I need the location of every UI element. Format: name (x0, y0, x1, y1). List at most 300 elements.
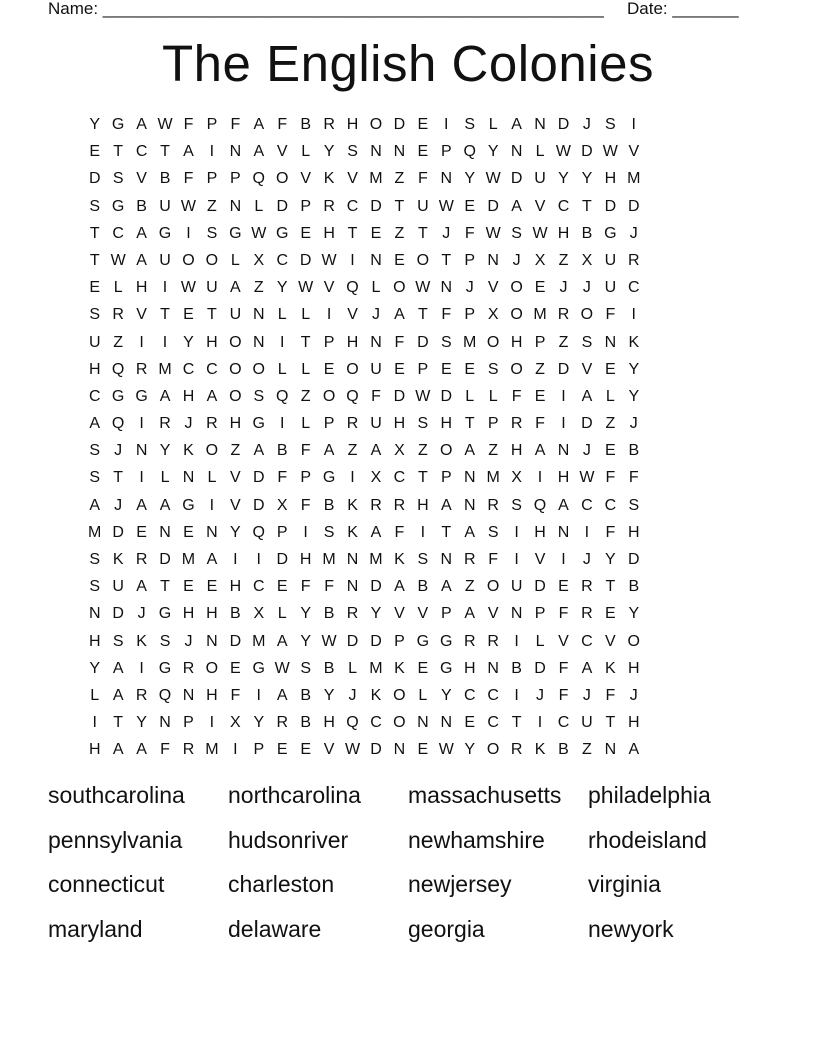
grid-letter: H (229, 578, 242, 596)
grid-row (83, 111, 646, 138)
grid-letter: I (139, 333, 144, 351)
grid-letter: J (536, 686, 545, 704)
grid-letter: F (300, 578, 311, 596)
grid-letter: S (487, 360, 499, 378)
grid-letter: B (417, 578, 429, 596)
grid-letter: B (300, 686, 311, 704)
grid-letter: T (605, 578, 616, 596)
word-bank-item: newjersey (408, 871, 512, 897)
grid-letter: Q (158, 686, 172, 704)
grid-letter: L (535, 143, 545, 161)
grid-letter: E (464, 360, 476, 378)
grid-letter: N (346, 578, 359, 596)
grid-letter: C (206, 360, 218, 378)
grid-letter: W (274, 659, 290, 677)
grid-letter: Z (417, 442, 428, 460)
grid-letter: A (136, 578, 147, 596)
grid-letter: N (370, 143, 382, 161)
grid-letter: D (534, 578, 546, 596)
grid-letter: V (347, 170, 358, 188)
grid-letter: L (277, 605, 287, 623)
grid-letter: M (369, 170, 383, 188)
grid-letter: D (276, 197, 288, 215)
grid-letter: H (393, 415, 406, 433)
grid-letter: F (605, 686, 616, 704)
grid-letter: E (417, 741, 429, 759)
grid-letter: V (323, 741, 335, 759)
grid-letter: E (605, 360, 616, 378)
grid-letter: H (206, 605, 218, 623)
grid-letter: A (89, 496, 101, 514)
grid-letter: R (581, 578, 593, 596)
grid-letter: F (394, 333, 405, 351)
grid-row (83, 628, 646, 655)
grid-letter: L (488, 387, 498, 405)
grid-row (83, 492, 646, 519)
grid-letter: Z (253, 279, 264, 297)
grid-letter: E (136, 523, 147, 541)
grid-letter: K (323, 170, 335, 188)
grid-letter: L (301, 415, 311, 433)
grid-letter: D (393, 387, 406, 405)
word-bank-item: newyork (588, 915, 674, 942)
grid-letter: W (415, 279, 431, 297)
grid-letter: T (347, 224, 358, 242)
grid-row (83, 519, 646, 546)
grid-letter: A (89, 415, 101, 433)
grid-letter: R (393, 496, 406, 514)
grid-letter: I (209, 714, 215, 732)
grid-letter: Z (394, 224, 405, 242)
grid-letter: O (393, 686, 406, 704)
grid-letter: J (348, 686, 357, 704)
grid-letter: O (416, 251, 430, 269)
grid-letter: M (322, 551, 336, 568)
grid-letter: D (112, 605, 124, 623)
grid-letter: D (487, 197, 499, 215)
grid-letter: F (324, 578, 334, 596)
grid-letter: D (370, 632, 382, 650)
grid-letter: R (487, 632, 499, 650)
grid-letter: H (299, 551, 312, 568)
grid-letter: N (557, 523, 570, 541)
grid-letter: I (631, 306, 636, 324)
grid-letter: S (417, 551, 429, 568)
grid-letter: P (276, 523, 288, 541)
grid-letter: I (279, 415, 285, 433)
grid-letter: B (136, 197, 147, 215)
grid-letter: I (186, 224, 191, 242)
grid-letter: X (230, 714, 241, 732)
grid-letter: C (557, 197, 570, 215)
grid-letter: A (511, 116, 522, 133)
grid-letter: B (323, 605, 335, 623)
grid-letter: N (229, 197, 242, 215)
grid-row (83, 274, 646, 301)
grid-letter: S (112, 632, 124, 650)
grid-letter: C (88, 387, 101, 405)
grid-letter: D (581, 415, 593, 433)
word-bank-item: pennsylvania (48, 826, 183, 853)
grid-letter: A (206, 551, 218, 568)
grid-letter: P (300, 197, 311, 215)
grid-letter: B (300, 116, 311, 133)
grid-letter: J (582, 279, 591, 297)
grid-letter: E (394, 360, 405, 378)
grid-letter: Y (300, 632, 311, 650)
grid-letter: M (369, 659, 383, 677)
grid-letter: J (512, 251, 521, 269)
grid-letter: N (229, 143, 242, 161)
grid-letter: F (441, 306, 452, 324)
grid-letter: V (230, 496, 241, 514)
grid-letter: D (370, 197, 382, 215)
grid-letter: W (532, 224, 548, 242)
grid-letter: T (582, 197, 592, 215)
grid-letter: C (628, 279, 640, 297)
grid-letter: F (277, 469, 288, 487)
grid-letter: E (605, 605, 616, 623)
grid-letter: Y (230, 523, 241, 541)
grid-letter: S (440, 333, 452, 351)
grid-letter: V (628, 143, 640, 161)
grid-letter: T (441, 523, 452, 541)
grid-letter: S (511, 224, 522, 242)
grid-letter: T (441, 251, 452, 269)
grid-letter: C (393, 469, 406, 487)
grid-letter: D (159, 551, 171, 568)
grid-letter: W (180, 279, 197, 297)
grid-letter: Z (582, 741, 592, 759)
grid-letter: G (440, 659, 453, 677)
grid-letter: D (112, 523, 124, 541)
grid-letter: C (581, 496, 593, 514)
grid-letter: U (370, 415, 382, 433)
grid-letter: D (370, 578, 382, 596)
grid-letter: A (253, 143, 265, 161)
grid-letter: O (440, 442, 453, 460)
grid-letter: I (233, 551, 238, 568)
grid-letter: L (301, 143, 311, 161)
grid-letter: A (464, 605, 476, 623)
grid-letter: A (136, 116, 147, 133)
grid-letter: N (206, 632, 218, 650)
grid-letter: R (581, 605, 593, 623)
grid-letter: E (417, 143, 429, 161)
grid-letter: L (113, 279, 123, 297)
grid-row (83, 682, 646, 709)
grid-letter: X (253, 251, 265, 269)
grid-letter: A (136, 251, 147, 269)
grid-letter: W (438, 197, 454, 215)
grid-letter: W (180, 197, 197, 215)
grid-letter: S (89, 197, 101, 215)
grid-letter: J (582, 116, 591, 133)
grid-letter: Y (487, 143, 499, 161)
grid-letter: N (253, 306, 265, 324)
grid-letter: G (416, 632, 430, 650)
grid-letter: N (182, 469, 195, 487)
grid-letter: S (417, 415, 429, 433)
page-title: The English Colonies (162, 35, 654, 92)
grid-letter: O (275, 170, 289, 188)
grid-letter: N (393, 143, 406, 161)
grid-letter: I (162, 279, 168, 297)
grid-letter: W (321, 632, 337, 650)
grid-letter: K (534, 741, 546, 759)
grid-letter: P (206, 116, 218, 133)
grid-letter: V (487, 605, 499, 623)
grid-letter: A (370, 442, 382, 460)
grid-letter: D (581, 143, 593, 161)
grid-letter: K (628, 333, 640, 351)
word-bank-item: delaware (228, 915, 322, 942)
grid-letter: J (629, 224, 638, 242)
grid-row (83, 655, 646, 682)
grid-letter: W (555, 143, 572, 161)
grid-letter: Q (463, 143, 476, 161)
grid-letter: A (511, 197, 522, 215)
grid-letter: U (370, 360, 382, 378)
grid-letter: R (463, 551, 476, 568)
grid-letter: T (160, 578, 170, 596)
grid-letter: B (323, 496, 335, 514)
grid-letter: H (135, 279, 148, 297)
grid-letter: U (206, 279, 218, 297)
grid-letter: H (628, 523, 640, 541)
grid-letter: O (346, 360, 359, 378)
grid-letter: Y (89, 116, 101, 133)
grid-letter: I (444, 116, 449, 133)
grid-letter: I (92, 714, 97, 732)
grid-letter: T (89, 251, 100, 269)
grid-letter: O (229, 360, 242, 378)
grid-letter: I (139, 415, 144, 433)
grid-letter: R (346, 605, 359, 623)
grid-letter: O (580, 306, 594, 324)
grid-letter: G (158, 659, 172, 677)
grid-letter: S (206, 224, 218, 242)
grid-letter: A (323, 442, 335, 460)
grid-letter: N (159, 714, 171, 732)
grid-letter: H (604, 170, 617, 188)
grid-letter: N (417, 714, 429, 732)
grid-letter: B (628, 442, 640, 460)
word-bank-item: hudsonriver (228, 826, 349, 853)
grid-letter: J (371, 306, 380, 324)
grid-letter: T (113, 469, 124, 487)
grid-letter: S (89, 578, 101, 596)
grid-letter: Z (605, 415, 616, 433)
grid-letter: S (112, 170, 124, 188)
grid-letter: A (136, 496, 147, 514)
grid-letter: A (136, 224, 147, 242)
grid-row (83, 464, 646, 491)
grid-letter: E (206, 578, 218, 596)
grid-letter: E (464, 714, 476, 732)
grid-letter: G (322, 469, 336, 487)
grid-letter: A (112, 741, 124, 759)
grid-letter: W (485, 170, 501, 188)
grid-letter: H (463, 659, 476, 677)
grid-letter: D (253, 496, 265, 514)
grid-letter: B (230, 605, 241, 623)
grid-letter: B (628, 578, 640, 596)
grid-letter: Z (464, 578, 475, 596)
grid-letter: E (276, 578, 288, 596)
grid-letter: Y (323, 143, 335, 161)
grid-letter: L (605, 387, 615, 405)
grid-letter: I (162, 333, 168, 351)
grid-letter: B (276, 442, 288, 460)
grid-letter: P (206, 170, 218, 188)
grid-letter: E (183, 306, 194, 324)
grid-letter: L (277, 360, 287, 378)
grid-letter: Q (346, 387, 359, 405)
grid-letter: U (417, 197, 429, 215)
grid-letter: A (183, 143, 194, 161)
grid-letter: F (183, 116, 194, 133)
grid-letter: Y (183, 333, 194, 351)
grid-letter: K (605, 659, 616, 677)
grid-letter: S (89, 469, 101, 487)
grid-letter: G (135, 387, 148, 405)
grid-letter: E (464, 197, 476, 215)
grid-letter: M (158, 360, 172, 378)
grid-letter: R (182, 741, 195, 759)
grid-letter: M (88, 523, 102, 541)
grid-letter: M (463, 333, 477, 351)
grid-letter: G (111, 197, 125, 215)
grid-letter: P (464, 306, 476, 324)
word-bank-item: philadelphia (588, 782, 711, 808)
grid-letter: I (233, 741, 238, 759)
grid-letter: V (230, 469, 241, 487)
grid-letter: T (160, 306, 170, 324)
grid-letter: D (253, 469, 265, 487)
grid-letter: L (277, 306, 287, 324)
grid-letter: H (323, 224, 335, 242)
grid-letter: J (559, 279, 568, 297)
grid-letter: I (537, 469, 543, 487)
grid-letter: P (323, 415, 335, 433)
grid-letter: C (604, 496, 617, 514)
grid-letter: E (417, 116, 429, 133)
grid-letter: V (347, 306, 358, 324)
grid-letter: W (438, 741, 454, 759)
grid-row (83, 709, 646, 736)
grid-letter: F (230, 686, 241, 704)
grid-letter: G (158, 605, 172, 623)
grid-letter: O (393, 714, 406, 732)
grid-letter: T (300, 333, 311, 351)
grid-letter: S (300, 659, 311, 677)
grid-letter: N (393, 741, 406, 759)
grid-letter: M (627, 170, 641, 188)
grid-letter: I (209, 143, 215, 161)
grid-letter: C (581, 632, 593, 650)
grid-letter: A (464, 523, 476, 541)
grid-letter: V (136, 170, 147, 188)
grid-row (83, 165, 646, 192)
word-bank-item: newhamshire (408, 826, 545, 853)
grid-letter: B (581, 224, 593, 242)
word-bank-item: georgia (408, 915, 485, 942)
grid-letter: H (206, 333, 218, 351)
grid-letter: W (157, 116, 173, 133)
grid-letter: L (301, 306, 311, 324)
grid-letter: Y (323, 686, 335, 704)
word-bank-item: connecticut (48, 871, 165, 897)
grid-letter: G (252, 659, 265, 677)
grid-letter: F (558, 686, 569, 704)
grid-letter: G (229, 224, 242, 242)
grid-letter: N (510, 605, 523, 623)
grid-letter: F (230, 116, 241, 133)
grid-letter: T (417, 224, 428, 242)
grid-letter: I (561, 387, 566, 405)
word-bank-item: rhodeisland (588, 826, 707, 853)
grid-letter: X (394, 442, 405, 460)
grid-letter: C (557, 714, 570, 732)
grid-letter: S (159, 632, 171, 650)
grid-letter: Q (252, 170, 265, 188)
grid-letter: J (184, 415, 193, 433)
grid-letter: A (581, 387, 593, 405)
grid-letter: F (605, 306, 616, 324)
grid-letter: N (534, 116, 546, 133)
grid-letter: O (486, 333, 500, 351)
grid-letter: D (393, 116, 406, 133)
grid-letter: L (465, 387, 475, 405)
grid-letter: F (605, 469, 616, 487)
grid-letter: U (581, 714, 593, 732)
grid-letter: S (605, 116, 616, 133)
grid-letter: Z (300, 387, 311, 405)
word-bank-item: massachusetts (408, 782, 562, 808)
grid-letter: A (440, 578, 452, 596)
grid-letter: Y (558, 170, 569, 188)
grid-letter: O (252, 360, 265, 378)
grid-letter: X (581, 251, 593, 269)
grid-letter: N (88, 605, 101, 623)
grid-letter: A (628, 741, 640, 759)
word-bank-item: southcarolina (48, 782, 185, 808)
grid-letter: X (253, 605, 265, 623)
grid-letter: A (370, 523, 382, 541)
grid-letter: I (209, 496, 215, 514)
grid-letter: W (602, 143, 618, 161)
grid-letter: I (350, 469, 355, 487)
grid-letter: Y (89, 659, 101, 677)
grid-letter: W (485, 224, 501, 242)
grid-letter: Z (207, 197, 217, 215)
grid-letter: T (605, 714, 616, 732)
grid-letter: T (113, 143, 124, 161)
grid-letter: M (181, 551, 196, 568)
grid-letter: P (440, 469, 452, 487)
grid-letter: I (279, 333, 285, 351)
grid-letter: H (88, 632, 101, 650)
grid-letter: J (582, 686, 591, 704)
grid-letter: I (584, 523, 590, 541)
grid-letter: E (183, 523, 194, 541)
grid-letter: Z (230, 442, 241, 460)
grid-letter: C (182, 360, 195, 378)
grid-letter: N (159, 523, 171, 541)
grid-letter: U (229, 306, 242, 324)
grid-letter: E (300, 741, 311, 759)
